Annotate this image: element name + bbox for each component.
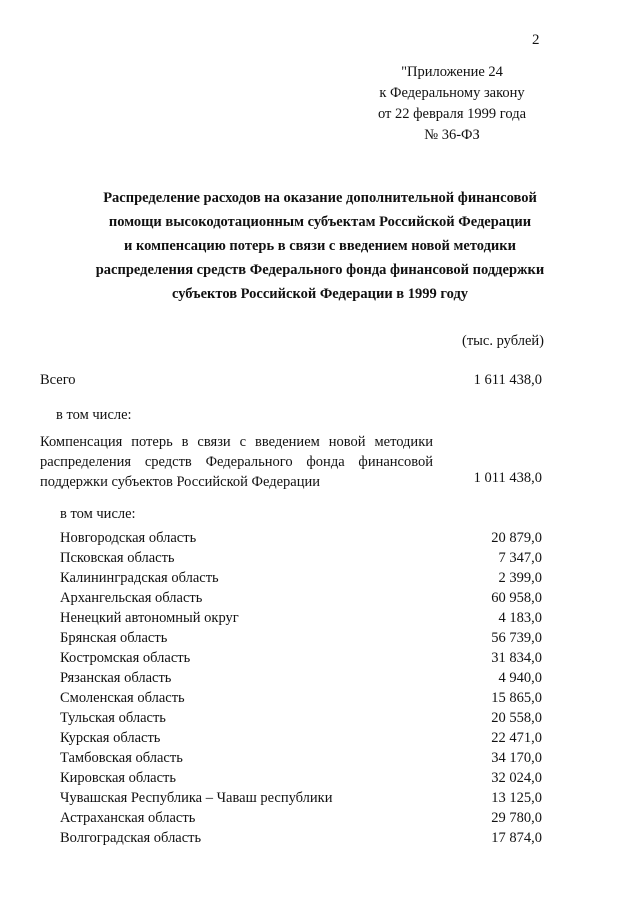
- appendix-law-number: № 36-ФЗ: [424, 127, 480, 143]
- region-row: [60, 648, 542, 668]
- region-row: [60, 728, 542, 748]
- including-label: в том числе:: [56, 407, 132, 423]
- region-row: [60, 788, 542, 808]
- page-number: 2: [532, 32, 540, 48]
- including-label: в том числе:: [60, 506, 136, 522]
- region-value: 13 125,0: [491, 790, 542, 806]
- title-line: субъектов Российской Федерации в 1999 году: [171, 286, 469, 302]
- region-name: Брянская область: [60, 630, 168, 646]
- region-name: Рязанская область: [60, 670, 172, 686]
- regions-list: [60, 528, 542, 848]
- region-row: [60, 628, 542, 648]
- appendix-law-ref: к Федеральному закону: [379, 85, 525, 101]
- region-value: 31 834,0: [491, 650, 542, 666]
- region-row: [60, 588, 542, 608]
- region-row: [60, 528, 542, 548]
- title-line: Распределение расходов на оказание дополнительной финансовой: [103, 190, 537, 206]
- region-name: Кировская область: [60, 770, 177, 786]
- region-row: [60, 708, 542, 728]
- region-row: [60, 608, 542, 628]
- region-value: 22 471,0: [491, 730, 542, 746]
- region-value: 4 183,0: [498, 610, 542, 626]
- appendix-law-date: от 22 февраля 1999 года: [377, 106, 527, 122]
- region-value: 29 780,0: [491, 810, 542, 826]
- region-row: [60, 808, 542, 828]
- region-value: 20 879,0: [491, 530, 542, 546]
- region-name: Костромская область: [60, 650, 191, 666]
- region-value: 20 558,0: [491, 710, 542, 726]
- region-name: Архангельская область: [60, 590, 203, 606]
- title-line: помощи высокодотационным субъектам Российской Федерации: [108, 214, 532, 230]
- appendix-title: "Приложение 24: [401, 64, 503, 80]
- region-value: 7 347,0: [498, 550, 542, 566]
- region-row: [60, 668, 542, 688]
- region-value: 2 399,0: [498, 570, 542, 586]
- region-name: Тульская область: [60, 710, 166, 726]
- region-value: 4 940,0: [498, 670, 542, 686]
- region-name: Калининградская область: [60, 570, 219, 586]
- region-row: [60, 748, 542, 768]
- region-name: Новгородская область: [60, 530, 197, 546]
- region-row: [60, 828, 542, 848]
- region-value: 34 170,0: [491, 750, 542, 766]
- appendix-header: [372, 62, 532, 146]
- units-label: (тыс. рублей): [462, 333, 544, 349]
- region-row: [60, 568, 542, 588]
- region-name: Ненецкий автономный округ: [60, 610, 239, 626]
- compensation-value: 1 011 438,0: [473, 470, 542, 486]
- region-value: 15 865,0: [491, 690, 542, 706]
- region-name: Тамбовская область: [60, 750, 183, 766]
- document-title: [50, 186, 590, 306]
- region-name: Курская область: [60, 730, 161, 746]
- total-label: Всего: [40, 372, 76, 388]
- region-value: 32 024,0: [491, 770, 542, 786]
- region-value: 17 874,0: [491, 830, 542, 846]
- total-value: 1 611 438,0: [473, 372, 542, 388]
- region-name: Смоленская область: [60, 690, 185, 706]
- compensation-label: Компенсация потерь в связи с введением новой методики распределения средств Федерального фонда финансовой поддержки субъектов Российской Федерации: [40, 434, 433, 490]
- region-row: [60, 768, 542, 788]
- region-row: [60, 688, 542, 708]
- region-row: [60, 548, 542, 568]
- region-name: Псковская область: [60, 550, 175, 566]
- title-line: распределения средств Федерального фонда финансовой поддержки: [95, 262, 545, 278]
- title-line: и компенсацию потерь в связи с введением новой методики: [124, 238, 516, 254]
- region-name: Волгоградская область: [60, 830, 202, 846]
- region-value: 60 958,0: [491, 590, 542, 606]
- region-name: Астраханская область: [60, 810, 196, 826]
- region-name: Чувашская Республика – Чаваш республики: [60, 790, 333, 806]
- region-value: 56 739,0: [491, 630, 542, 646]
